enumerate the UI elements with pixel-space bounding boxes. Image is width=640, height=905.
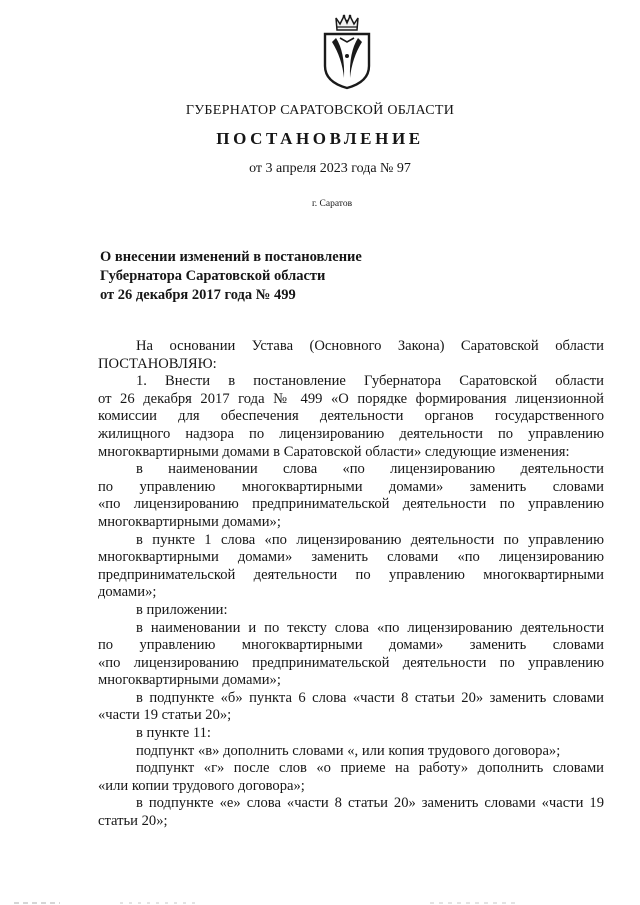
body-line: «части 19 статьи 20»; — [98, 707, 232, 724]
body-line: «по лицензированию предпринимательской деятельности по управлению — [98, 496, 604, 513]
body-line: комиссии для обеспечения деятельности органов государственного — [98, 408, 604, 425]
body-line: в наименовании и по тексту слова «по лицензированию деятельности — [136, 619, 604, 636]
body-line: многоквартирными домами в Саратовской области» следующие изменения: — [98, 443, 570, 460]
scan-edge-artifact — [0, 898, 640, 905]
body-line: 1. Внести в постановление Губернатора Саратовской области — [136, 373, 604, 390]
document-subject — [100, 248, 480, 305]
body-line: в пункте 1 слова «по лицензированию деятельности по управлению — [136, 531, 604, 548]
body-line: ПОСТАНОВЛЯЮ: — [98, 355, 217, 372]
document-date-number: от 3 апреля 2023 года № 97 — [249, 161, 411, 176]
document-body — [98, 338, 604, 831]
body-line: домами»; — [98, 584, 157, 601]
body-line: по управлению многоквартирными домами» заменить словами — [98, 478, 604, 495]
saratov-coat-of-arms-icon — [320, 12, 374, 90]
body-line: в приложении: — [136, 601, 228, 618]
body-line: подпункт «г» после слов «о приеме на работу» дополнить словами — [136, 760, 604, 777]
body-line: подпункт «в» дополнить словами «, или копия трудового договора»; — [136, 742, 561, 759]
body-line: статьи 20»; — [98, 813, 168, 830]
subject-line: Губернатора Саратовской области — [100, 268, 326, 284]
document-type: ПОСТАНОВЛЕНИЕ — [216, 129, 424, 148]
body-line: «или копии трудового договора»; — [98, 777, 305, 794]
body-line: по управлению многоквартирными домами» заменить словами — [98, 637, 604, 654]
issuer-title: ГУБЕРНАТОР САРАТОВСКОЙ ОБЛАСТИ — [185, 103, 455, 118]
body-line: в наименовании слова «по лицензированию деятельности — [136, 461, 604, 478]
body-line: в пункте 11: — [136, 725, 211, 742]
subject-line: от 26 декабря 2017 года № 499 — [100, 287, 296, 303]
body-line: от 26 декабря 2017 года № 499 «О порядке формирования лицензионной — [98, 390, 604, 407]
body-line: многоквартирными домами» заменить словами «по лицензированию — [98, 549, 604, 566]
body-line: «по лицензированию предпринимательской деятельности по управлению — [98, 654, 604, 671]
body-line: многоквартирными домами»; — [98, 672, 281, 689]
body-line: предпринимательской деятельности по управлению многоквартирными — [98, 566, 604, 583]
body-line: жилищного надзора по лицензированию деятельности по управлению — [98, 425, 604, 442]
body-line: На основании Устава (Основного Закона) Саратовской области — [136, 338, 604, 354]
subject-line: О внесении изменений в постановление — [100, 249, 362, 265]
body-line: многоквартирными домами»; — [98, 513, 281, 530]
body-line: в подпункте «б» пункта 6 слова «части 8 статьи 20» заменить словами — [136, 689, 604, 706]
document-city: г. Саратов — [311, 199, 353, 209]
body-line: в подпункте «е» слова «части 8 статьи 20» заменить словами «части 19 — [136, 795, 604, 812]
